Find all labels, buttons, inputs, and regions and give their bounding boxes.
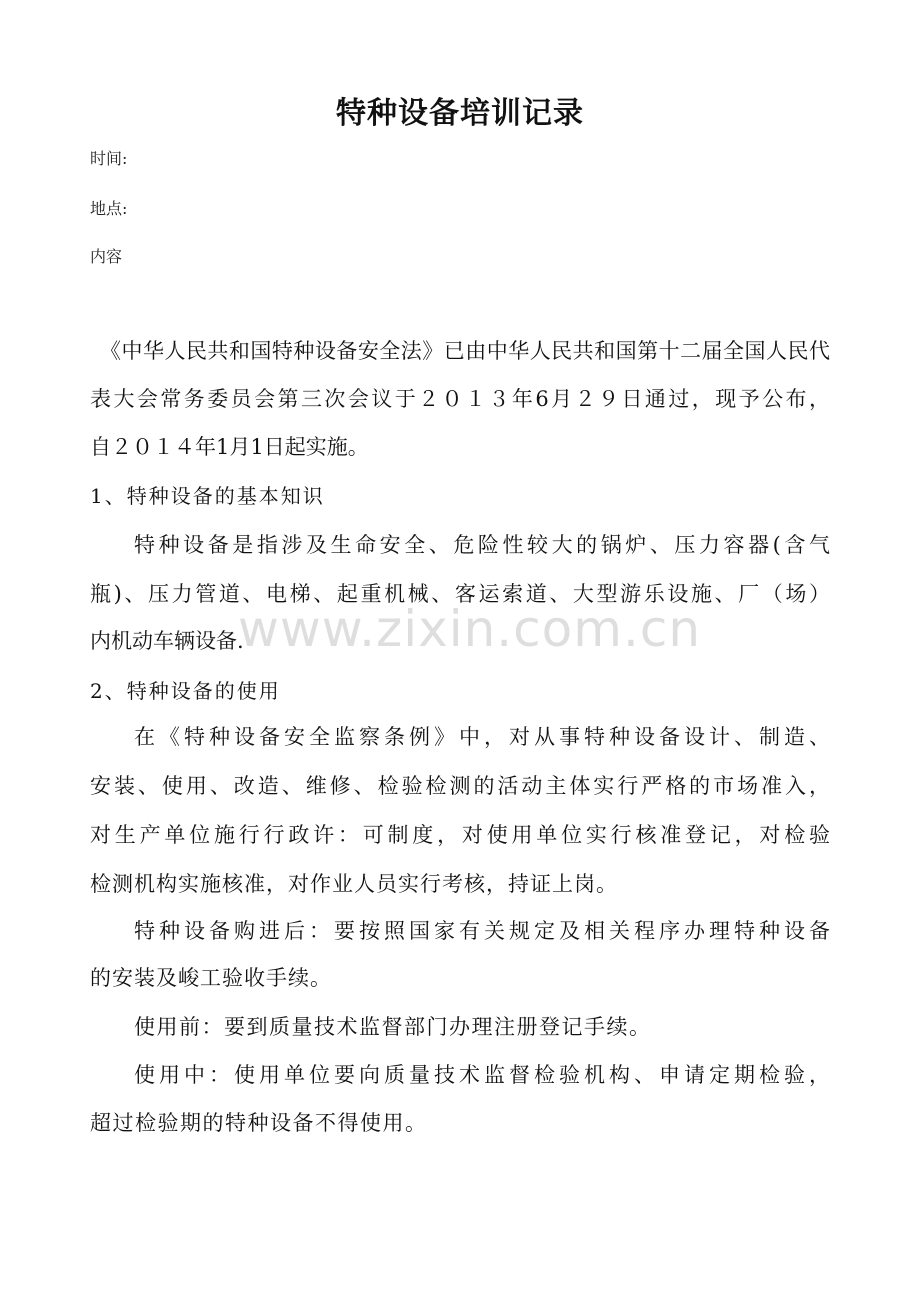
intro-line-2: 表大会常务委员会第三次会议于２０１３年6月２９日通过，现予公布， (90, 387, 830, 411)
section2-para4-line-2: 超过检验期的特种设备不得使用。 (90, 1111, 428, 1135)
section2-para1-line-2: 安装、使用、改造、维修、检验检测的活动主体实行严格的市场准入， (90, 774, 830, 798)
section1-heading: 1、特种设备的基本知识 (90, 484, 325, 508)
section1-line-1: 特种设备是指涉及生命安全、危险性较大的锅炉、压力容器(含气 (134, 533, 830, 557)
place-label: 地点: (90, 199, 128, 218)
section2-para2-line-2: 的安装及峻工验收手续。 (90, 966, 332, 990)
section2-para4-line-1: 使用中：使用单位要向质量技术监督检验机构、申请定期检验， (134, 1063, 830, 1087)
intro-line-1: 《中华人民共和国特种设备安全法》已由中华人民共和国第十二届全国人民代 (100, 339, 830, 363)
section1-line-3: 内机动车辆设备. (90, 629, 244, 653)
intro-line-3: 自２０１４年1月1日起实施。 (90, 435, 369, 459)
section2-para2-line-1: 特种设备购进后：要按照国家有关规定及相关程序办理特种设备 (134, 919, 830, 943)
content-label: 内容 (90, 247, 123, 266)
document-title: 特种设备培训记录 (336, 96, 584, 131)
time-label: 时间: (90, 149, 128, 168)
section1-line-2: 瓶)、压力管道、电梯、起重机械、客运索道、大型游乐设施、厂（场） (90, 582, 830, 606)
section2-para1-line-4: 检测机构实施核准，对作业人员实行考核，持证上岗。 (90, 872, 618, 896)
watermark: www.zixin.com.cn (238, 600, 702, 658)
section2-para1-line-3: 对生产单位施行行政许：可制度，对使用单位实行核准登记，对检验 (90, 823, 830, 847)
section2-para3-line-1: 使用前：要到质量技术监督部门办理注册登记手续。 (134, 1015, 652, 1039)
section2-heading: 2、特种设备的使用 (90, 679, 281, 703)
section2-para1-line-1: 在《特种设备安全监察条例》中，对从事特种设备设计、制造、 (134, 725, 830, 749)
